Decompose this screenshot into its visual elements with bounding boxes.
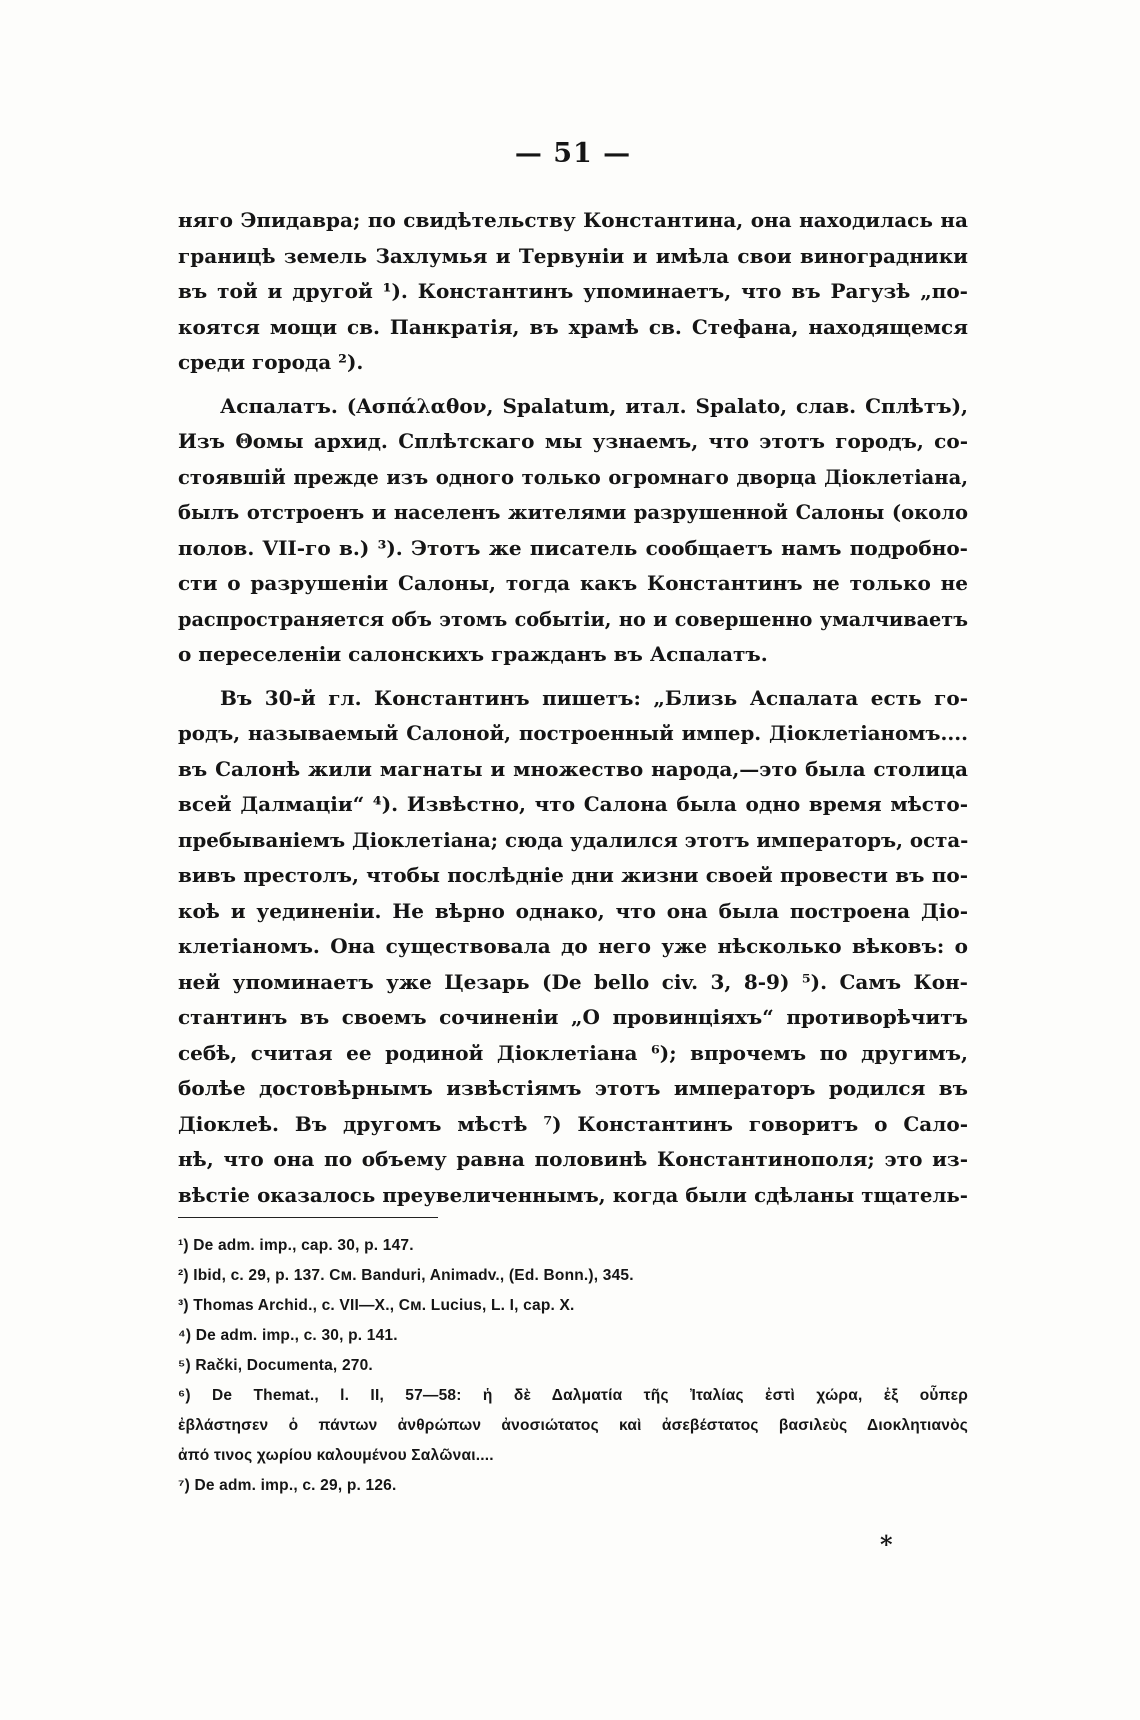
- footnote-4: ⁴) De adm. imp., c. 30, p. 141.: [178, 1327, 398, 1344]
- text-line: среди города ²).: [178, 350, 364, 374]
- footnote-divider: [178, 1217, 438, 1218]
- footnote-1: ¹) De adm. imp., cap. 30, p. 147.: [178, 1237, 414, 1254]
- text-line: въ Салонѣ жили магнаты и множество народа,—это была столица: [178, 756, 968, 781]
- text-line: нѣ, что она по объему равна половинѣ Константинополя; это из-: [178, 1147, 968, 1171]
- text-line: себѣ, считая ее родиной Діоклетіана ⁶); впрочемъ по другимъ,: [178, 1040, 968, 1065]
- text-line: ней упоминаетъ уже Цезарь (De bello civ. 3, 8-9) ⁵). Самъ Кон-: [178, 969, 968, 994]
- page-number: — 51 —: [514, 138, 632, 169]
- book-page: [178, 0, 968, 1720]
- text-line: сти о разрушеніи Салоны, тогда какъ Константинъ не только не: [178, 571, 968, 595]
- text-line: стантинъ въ своемъ сочиненіи „О провинціяхъ“ противорѣчитъ: [178, 1005, 968, 1029]
- text-line: коятся мощи св. Панкратія, въ храмѣ св. Стефана, находящемся: [178, 314, 968, 339]
- text-line: болѣе достовѣрнымъ извѣстіямъ этотъ императоръ родился въ: [178, 1076, 968, 1100]
- footnote-6-continuation: ἐβλάστησεν ὁ πάντων ἀνθρώπων ἀνοσιώτατος καὶ ἀσεβέστατος βασιλεὺς Διοκλητιανὸς: [178, 1417, 968, 1434]
- text-line: вѣстіе оказалось преувеличеннымъ, когда были сдѣланы тщатель-: [178, 1182, 968, 1207]
- text-line: всей Далмаціи“ ⁴). Извѣстно, что Салона была одно время мѣсто-: [178, 792, 968, 816]
- text-line: пребываніемъ Діоклетіана; сюда удалился этотъ императоръ, оста-: [178, 827, 969, 852]
- footnotes: [178, 1231, 968, 1501]
- text-line: границѣ земель Захлумья и Тервуніи и имѣла свои виноградники: [178, 243, 968, 268]
- text-line: коѣ и уединеніи. Не вѣрно однако, что она была построена Діо-: [178, 898, 968, 923]
- text-line: Діоклеѣ. Въ другомъ мѣстѣ ⁷) Константинъ говоритъ о Сало-: [178, 1111, 968, 1136]
- text-line: стоявшій прежде изъ одного только огромнаго дворца Діоклетіана,: [178, 465, 968, 489]
- text-line: родъ, называемый Салоной, построенный импер. Діоклетіаномъ....: [178, 721, 968, 745]
- text-line: о переселеніи салонскихъ гражданъ въ Аспалатъ.: [178, 642, 768, 666]
- text-line: полов. VII-го в.) ³). Этотъ же писатель сообщаетъ намъ подробно-: [178, 535, 968, 560]
- text-line: былъ отстроенъ и населенъ жителями разрушенной Салоны (около: [178, 501, 968, 524]
- text-line: вивъ престолъ, чтобы послѣдніе дни жизни своей провести въ по-: [178, 863, 968, 887]
- footnote-7: ⁷) De adm. imp., c. 29, p. 126.: [178, 1477, 397, 1494]
- text-line: Въ 30-й гл. Константинъ пишетъ: „Близь Аспалата есть го-: [220, 685, 968, 710]
- footnote-5: ⁵) Rački, Documenta, 270.: [178, 1357, 373, 1374]
- footnote-6: ⁶) De Themat., l. II, 57—58: ἡ δὲ Δαλματία τῆς Ἰταλίας ἐστὶ χώρα, ἐξ οὗπερ: [178, 1387, 968, 1404]
- text-line: распространяется объ этомъ событіи, но и совершенно умалчиваетъ: [178, 607, 968, 631]
- footnote-2: ²) Ibid, c. 29, p. 137. См. Banduri, Animadv., (Ed. Bonn.), 345.: [178, 1267, 634, 1284]
- end-mark: *: [880, 1530, 893, 1559]
- footnote-3: ³) Thomas Archid., c. VII—X., См. Lucius, L. I, cap. X.: [178, 1297, 575, 1314]
- paragraph-heading-aspalat: Аспалатъ. (Ασπάλαθον, Spalatum, итал. Spalato, слав. Сплѣтъ),: [220, 393, 968, 418]
- text-line: Изъ Θомы архид. Сплѣтскаго мы узнаемъ, что этотъ городъ, со-: [178, 429, 968, 453]
- text-line: въ той и другой ¹). Константинъ упоминаетъ, что въ Рагузѣ „по-: [178, 279, 968, 303]
- text-line: няго Эпидавра; по свидѣтельству Константина, она находилась на: [178, 208, 968, 232]
- main-text: [178, 203, 968, 1213]
- text-line: клетіаномъ. Она существовала до него уже нѣсколько вѣковъ: о: [178, 934, 968, 958]
- footnote-6-continuation: ἀπό τινος χωρίου καλουμένου Σαλῶναι....: [178, 1447, 494, 1464]
